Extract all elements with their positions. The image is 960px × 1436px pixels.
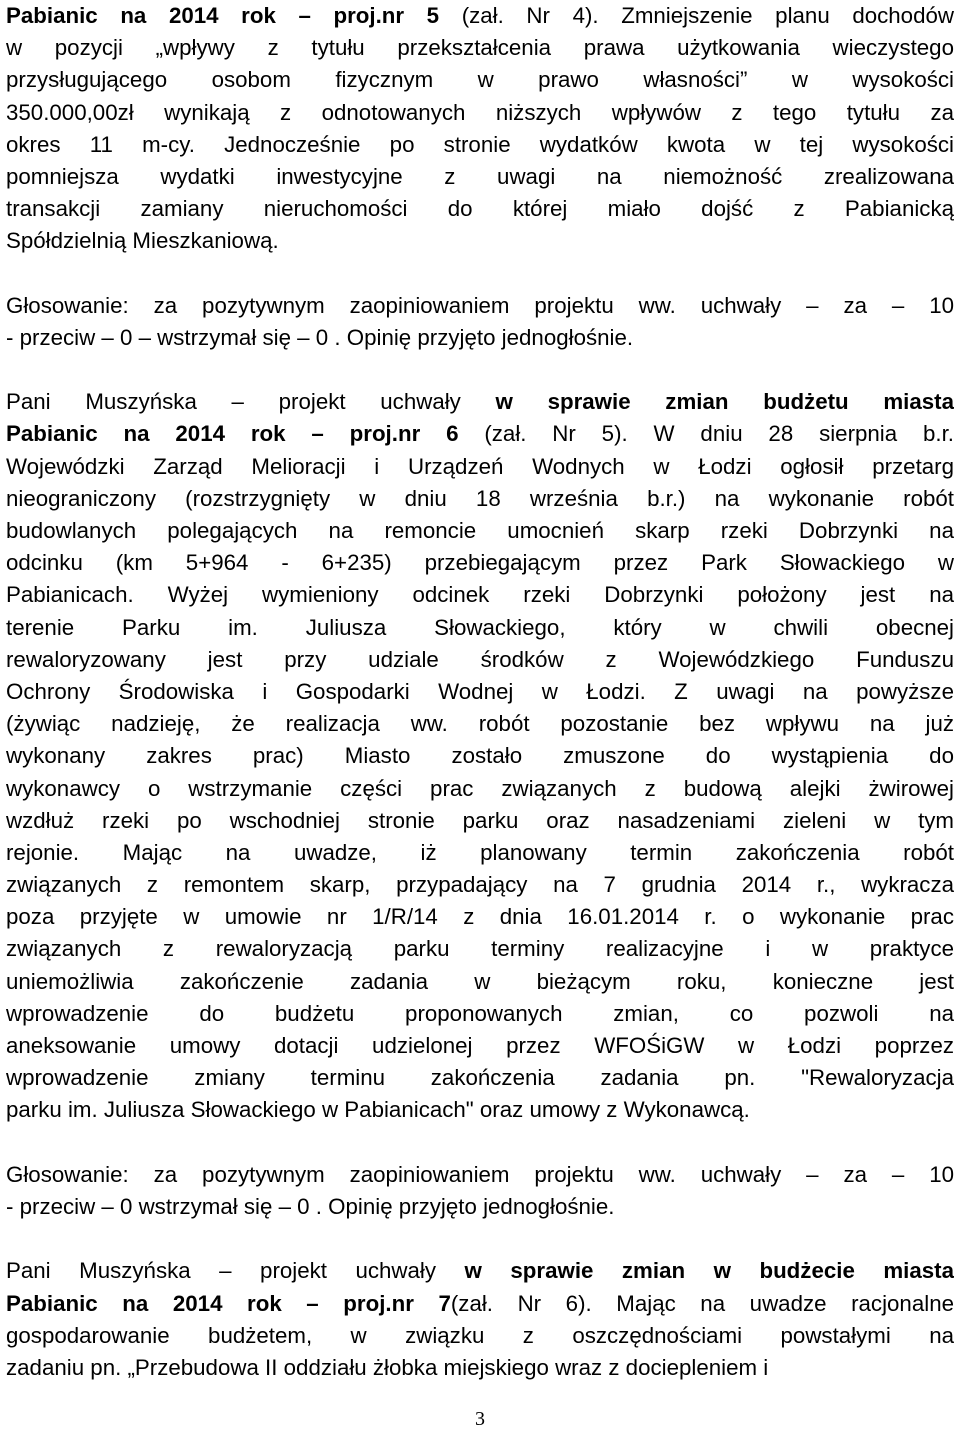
text-run: wzdłuż rzeki po wschodniej stronie parku oraz nasadzeniami zieleni w tym	[6, 807, 954, 833]
text-line	[6, 966, 954, 998]
text-run: Głosowanie: za pozytywnym zaopiniowaniem projektu ww. uchwały – za – 10	[6, 292, 954, 318]
paragraph-spacer	[6, 258, 954, 290]
text-line	[6, 418, 954, 450]
text-line	[6, 161, 954, 193]
text-run: związanych z remontem skarp, przypadający na 7 grudnia 2014 r., wykracza	[6, 872, 954, 898]
bold-text-run: Pabianic na 2014 rok – proj.nr 5	[6, 3, 440, 28]
text-line	[6, 1288, 954, 1320]
text-run: przysługującego osobom fizycznym w prawo własności” w wysokości	[6, 67, 954, 93]
text-run: transakcji zamiany nieruchomości do której miało dojść z Pabianicką	[6, 196, 954, 222]
bold-text-run: Pabianic na 2014 rok – proj.nr 7	[6, 1290, 451, 1316]
text-run: (zał. Nr 5). W dniu 28 sierpnia b.r.	[458, 421, 954, 447]
text-run: gospodarowanie budżetem, w związku z oszczędnościami powstałymi na	[6, 1322, 954, 1348]
paragraph-spacer	[6, 1223, 954, 1255]
text-line	[6, 708, 954, 740]
text-line	[6, 805, 954, 837]
text-run: budowlanych polegających na remoncie umocnień skarp rzeki Dobrzynki na	[6, 518, 954, 543]
text-line	[6, 1191, 954, 1223]
text-run: terenie Parku im. Juliusza Słowackiego, który w chwili obecnej	[6, 614, 954, 640]
text-line	[6, 740, 954, 772]
text-line	[6, 1062, 954, 1094]
text-run: w pozycji „wpływy z tytułu przekształcenia prawa użytkowania wieczystego	[6, 35, 954, 61]
paragraph-spacer	[6, 354, 954, 386]
document-page	[6, 0, 954, 1384]
text-line	[6, 32, 954, 64]
text-run: wprowadzenie do budżetu proponowanych zmian, co pozwoli na	[6, 1000, 954, 1026]
text-line	[6, 1320, 954, 1352]
text-run: Pani Muszyńska – projekt uchwały	[6, 1258, 465, 1284]
text-run: (żywiąc nadzieję, że realizacja ww. robót pozostanie bez wpływu na już	[6, 711, 954, 737]
text-run: Głosowanie: za pozytywnym zaopiniowaniem projektu ww. uchwały – za – 10	[6, 1161, 954, 1187]
text-line	[6, 837, 954, 869]
text-run: rewaloryzowany jest przy udziale środków z Wojewódzkiego Funduszu	[6, 646, 954, 672]
text-run: 350.000,00zł wynikają z odnotowanych niższych wpływów z tego tytułu za	[6, 99, 954, 125]
text-run: odcinku (km 5+964 - 6+235) przebiegającym przez Park Słowackiego w	[6, 550, 954, 576]
text-run: parku im. Juliusza Słowackiego w Pabianicach" oraz umowy z Wykonawcą.	[6, 1097, 750, 1123]
text-line	[6, 129, 954, 161]
text-line	[6, 998, 954, 1030]
text-line	[6, 644, 954, 676]
text-line	[6, 1159, 954, 1191]
page-number: 3	[475, 1408, 485, 1430]
text-line	[6, 97, 954, 129]
text-line	[6, 64, 954, 96]
text-line	[6, 547, 954, 579]
text-line	[6, 322, 954, 354]
text-run: okres 11 m-cy. Jednocześnie po stronie wydatków kwota w tej wysokości	[6, 131, 954, 157]
text-line	[6, 1255, 954, 1287]
text-line	[6, 386, 954, 418]
text-run: pomniejsza wydatki inwestycyjne z uwagi na niemożność zrealizowana	[6, 163, 954, 189]
text-line	[6, 1094, 954, 1126]
paragraph-budget-proj6	[6, 386, 954, 1126]
text-line	[6, 773, 954, 805]
text-run: - przeciw – 0 wstrzymał się – 0 . Opinię przyjęto jednogłośnie.	[6, 1193, 615, 1219]
text-run: Spółdzielnią Mieszkaniową.	[6, 228, 279, 254]
text-run: (zał. Nr 4). Zmniejszenie planu dochodów	[439, 3, 954, 28]
text-line	[6, 579, 954, 611]
text-line	[6, 901, 954, 933]
paragraph-budget-proj5	[6, 0, 954, 258]
text-run: nieograniczony (rozstrzygnięty w dniu 18 września b.r.) na wykonanie robót	[6, 485, 954, 511]
text-run: Pabianicach. Wyżej wymieniony odcinek rzeki Dobrzynki położony jest na	[6, 582, 954, 608]
paragraph-vote-result-1	[6, 290, 954, 354]
text-line	[6, 869, 954, 901]
text-line	[6, 612, 954, 644]
text-line	[6, 1030, 954, 1062]
text-line	[6, 451, 954, 483]
text-run: Ochrony Środowiska i Gospodarki Wodnej w Łodzi. Z uwagi na powyższe	[6, 678, 954, 704]
text-run: uniemożliwia zakończenie zadania w bieżącym roku, konieczne jest	[6, 968, 954, 994]
text-run: - przeciw – 0 – wstrzymał się – 0 . Opinię przyjęto jednogłośnie.	[6, 324, 634, 350]
text-run: (zał. Nr 6). Mając na uwadze racjonalne	[450, 1290, 954, 1316]
text-run: aneksowanie umowy dotacji udzielonej przez WFOŚiGW w Łodzi poprzez	[6, 1033, 954, 1058]
paragraph-vote-result-2	[6, 1159, 954, 1223]
text-line	[6, 193, 954, 225]
text-line	[6, 0, 954, 32]
text-run: wprowadzenie zmiany terminu zakończenia zadania pn. "Rewaloryzacja	[6, 1065, 954, 1091]
paragraph-spacer	[6, 1127, 954, 1159]
text-line	[6, 515, 954, 547]
text-run: wykonawcy o wstrzymanie części prac związanych z budową alejki żwirowej	[6, 775, 954, 801]
text-line	[6, 933, 954, 965]
bold-text-run: w sprawie zmian w budżecie miasta	[464, 1258, 954, 1284]
text-run: Wojewódzki Zarząd Melioracji i Urządzeń Wodnych w Łodzi ogłosił przetarg	[6, 453, 954, 479]
bold-text-run: Pabianic na 2014 rok – proj.nr 6	[6, 421, 459, 447]
text-run: wykonany zakres prac) Miasto zostało zmuszone do wystąpienia do	[6, 743, 954, 769]
text-line	[6, 1352, 954, 1384]
text-run: rejonie. Mając na uwadze, iż planowany termin zakończenia robót	[6, 839, 954, 865]
text-line	[6, 225, 954, 257]
text-run: poza przyjęte w umowie nr 1/R/14 z dnia 16.01.2014 r. o wykonanie prac	[6, 904, 954, 930]
text-run: Pani Muszyńska – projekt uchwały	[6, 389, 496, 415]
text-run: zadaniu pn. „Przebudowa II oddziału żłobka miejskiego wraz z dociepleniem i	[6, 1354, 769, 1380]
text-line	[6, 290, 954, 322]
paragraph-budget-proj7	[6, 1255, 954, 1384]
text-line	[6, 483, 954, 515]
text-run: związanych z rewaloryzacją parku terminy realizacyjne i w praktyce	[6, 936, 954, 962]
bold-text-run: w sprawie zmian budżetu miasta	[495, 389, 954, 415]
text-line	[6, 676, 954, 708]
